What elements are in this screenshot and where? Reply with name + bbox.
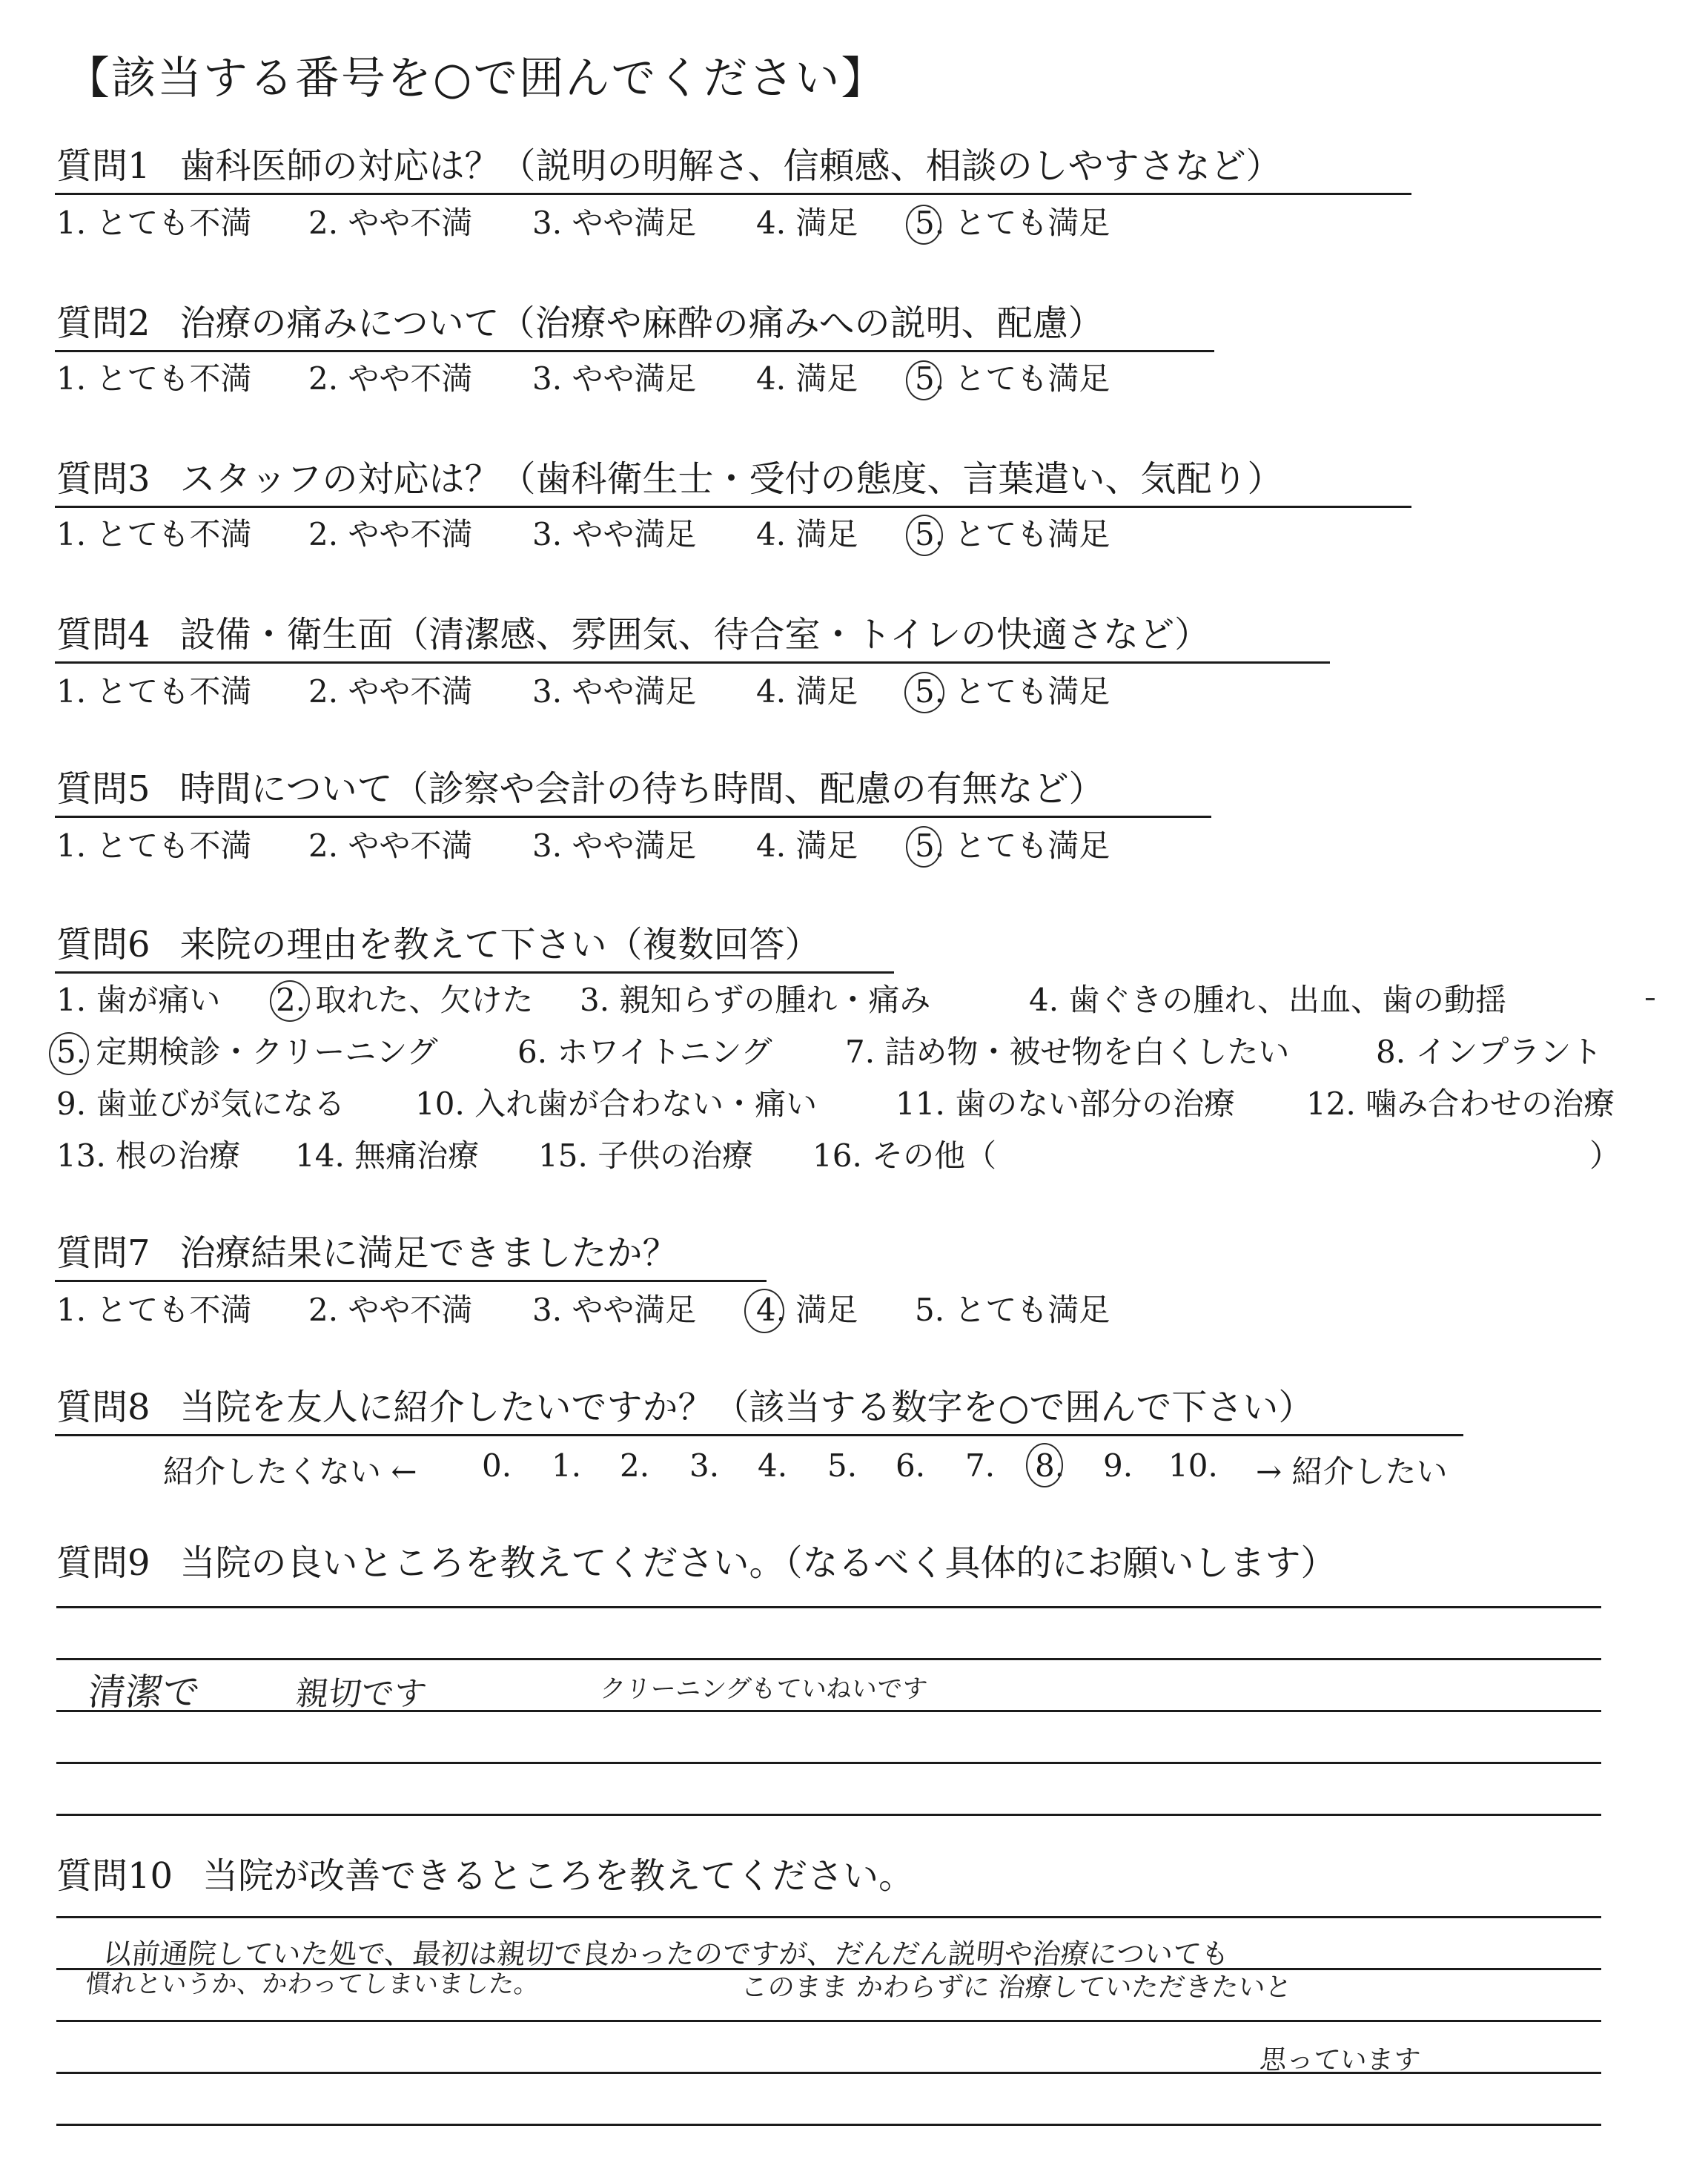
question-number: 質問10: [56, 1855, 173, 1897]
option-5[interactable]: 5. とても満足: [915, 205, 1110, 241]
option-4[interactable]: 4. 満足: [756, 516, 858, 552]
option-6[interactable]: 6. ホワイトニング: [517, 1034, 772, 1070]
scale-7[interactable]: 7.: [965, 1447, 996, 1484]
question-underline: [55, 350, 1214, 352]
question-text: 当院の良いところを教えてください。（なるべく具体的にお願いします）: [179, 1542, 1337, 1584]
option-3[interactable]: 3. やや満足: [532, 828, 697, 864]
option-2[interactable]: 2. 取れた、欠けた: [276, 982, 534, 1018]
option-4[interactable]: 4. 満足: [756, 205, 858, 241]
handwritten-answer: 以前通院していた処で、最初は親切で良かったのですが、だんだん説明や治療についても: [102, 1938, 1231, 1970]
question-text: 時間について（診察や会計の待ち時間、配慮の有無など）: [179, 768, 1105, 810]
option-5[interactable]: 5. とても満足: [915, 1292, 1110, 1328]
question-3: [56, 460, 1283, 499]
scale-10[interactable]: 10.: [1168, 1447, 1218, 1484]
handwritten-answer: 慣れというか、かわってしまいました。: [84, 1969, 541, 1999]
selected-answer-circle: [49, 1032, 89, 1075]
scale-8[interactable]: 8.: [1035, 1447, 1065, 1484]
question-underline: [55, 506, 1411, 508]
answer-line: [56, 2124, 1601, 2126]
option-3[interactable]: 3. やや満足: [532, 360, 697, 397]
option-4[interactable]: 4. 歯ぐきの腫れ、出血、歯の動揺: [1029, 982, 1506, 1018]
option-5[interactable]: 5. 定期検診・クリーニング: [56, 1034, 438, 1070]
question-text: スタッフの対応は？（歯科衛生士・受付の態度、言葉遣い、気配り）: [179, 458, 1283, 500]
answer-line: [56, 2020, 1601, 2022]
question-2: [56, 304, 1104, 343]
option-11[interactable]: 11. 歯のない部分の治療: [896, 1086, 1236, 1122]
scale-right-label: → 紹介したい: [1256, 1453, 1448, 1490]
question-text: 来院の理由を教えて下さい（複数回答）: [179, 924, 821, 965]
option-16[interactable]: 16. その他（: [812, 1137, 997, 1174]
question-underline: [55, 661, 1330, 664]
option-1[interactable]: 1. とても不満: [56, 205, 252, 241]
scale-2[interactable]: 2.: [620, 1447, 650, 1484]
selected-answer-circle: [744, 1289, 784, 1333]
question-5: [56, 770, 1105, 809]
scale-9[interactable]: 9.: [1103, 1447, 1133, 1484]
question-1: [56, 147, 1282, 186]
option-2[interactable]: 2. やや不満: [308, 828, 473, 864]
question-number: 質問1: [56, 145, 150, 187]
option-3[interactable]: 3. やや満足: [532, 516, 697, 552]
selected-answer-circle: [904, 672, 944, 713]
selected-answer-circle: [906, 515, 943, 556]
question-text: 当院が改善できるところを教えてください。: [202, 1855, 915, 1897]
selected-answer-circle: [1026, 1443, 1063, 1487]
question-underline: [55, 193, 1411, 195]
option-2[interactable]: 2. やや不満: [308, 360, 473, 397]
question-number: 質問5: [56, 768, 150, 810]
question-underline: [55, 816, 1211, 818]
handwritten-answer: 親切です: [294, 1675, 429, 1713]
scale-0[interactable]: 0.: [482, 1447, 512, 1484]
answer-line: [56, 1814, 1601, 1816]
scale-5[interactable]: 5.: [827, 1447, 858, 1484]
option-4[interactable]: 4. 満足: [756, 1292, 858, 1328]
option-1[interactable]: 1. とても不満: [56, 828, 252, 864]
question-text: 設備・衛生面（清潔感、雰囲気、待合室・トイレの快適さなど）: [179, 614, 1211, 655]
answer-line: [56, 1916, 1601, 1918]
option-1[interactable]: 1. 歯が痛い: [56, 982, 221, 1018]
option-5[interactable]: 5. とても満足: [915, 828, 1110, 864]
option-3[interactable]: 3. やや満足: [532, 205, 697, 241]
option-1[interactable]: 1. とても不満: [56, 673, 252, 710]
handwritten-answer: このまま かわらずに 治療していただきたいと: [739, 1972, 1294, 2003]
selected-answer-circle: [906, 826, 941, 868]
option-1[interactable]: 1. とても不満: [56, 1292, 252, 1328]
option-9[interactable]: 9. 歯並びが気になる: [56, 1086, 345, 1122]
question-10: [56, 1857, 914, 1896]
option-12[interactable]: 12. 噛み合わせの治療: [1306, 1086, 1615, 1122]
question-text: 治療結果に満足できましたか？: [179, 1232, 678, 1274]
option-14[interactable]: 14. 無痛治療: [295, 1137, 480, 1174]
selected-answer-circle: [270, 980, 310, 1022]
question-underline: [55, 1280, 767, 1282]
question-7: [56, 1234, 678, 1273]
question-number: 質問4: [56, 614, 150, 655]
page-title: 【該当する番号を○で囲んでください】: [65, 53, 887, 105]
answer-line: [56, 1710, 1601, 1712]
handwritten-answer: クリーニングもていねいです: [598, 1674, 930, 1704]
question-underline: [55, 1434, 1463, 1436]
selected-answer-circle: [906, 360, 941, 400]
question-number: 質問8: [56, 1387, 150, 1428]
option-5[interactable]: 5. とても満足: [915, 360, 1110, 397]
option-15[interactable]: 15. 子供の治療: [538, 1137, 754, 1174]
question-text: 治療の痛みについて（治療や麻酔の痛みへの説明、配慮）: [179, 303, 1104, 344]
option-1[interactable]: 1. とても不満: [56, 360, 252, 397]
option-2[interactable]: 2. やや不満: [308, 516, 473, 552]
stray-mark: [1646, 998, 1655, 1000]
other-close-paren: ）: [1589, 1137, 1621, 1174]
option-10[interactable]: 10. 入れ歯が合わない・痛い: [415, 1086, 818, 1122]
scale-left-label: 紹介したくない ←: [163, 1453, 417, 1490]
handwritten-answer: 思っています: [1258, 2045, 1422, 2075]
question-number: 質問3: [56, 458, 150, 500]
option-4[interactable]: 4. 満足: [756, 673, 858, 710]
option-3[interactable]: 3. やや満足: [532, 673, 697, 710]
option-5[interactable]: 5. とても満足: [915, 516, 1110, 552]
option-5[interactable]: 5. とても満足: [915, 673, 1110, 710]
answer-line: [56, 1606, 1601, 1608]
handwritten-answer: 清潔で: [86, 1671, 202, 1714]
option-2[interactable]: 2. やや不満: [308, 205, 473, 241]
option-2[interactable]: 2. やや不満: [308, 673, 473, 710]
question-8: [56, 1388, 1314, 1427]
question-number: 質問6: [56, 924, 150, 965]
question-text: 歯科医師の対応は？（説明の明解さ、信頼感、相談のしやすさなど）: [179, 145, 1282, 187]
option-3[interactable]: 3. やや満足: [532, 1292, 697, 1328]
question-text: 当院を友人に紹介したいですか？（該当する数字を○で囲んで下さい）: [179, 1387, 1314, 1428]
question-underline: [55, 971, 894, 974]
option-7[interactable]: 7. 詰め物・被せ物を白くしたい: [845, 1034, 1290, 1070]
answer-line: [56, 1658, 1601, 1660]
option-3[interactable]: 3. 親知らずの腫れ・痛み: [580, 982, 931, 1018]
answer-line: [56, 1762, 1601, 1764]
question-9: [56, 1544, 1337, 1583]
question-6: [56, 925, 821, 965]
question-number: 質問9: [56, 1542, 150, 1584]
scale-6[interactable]: 6.: [896, 1447, 926, 1484]
question-number: 質問7: [56, 1232, 150, 1274]
selected-answer-circle: [906, 205, 941, 245]
option-13[interactable]: 13. 根の治療: [56, 1137, 241, 1174]
option-1[interactable]: 1. とても不満: [56, 516, 252, 552]
question-4: [56, 615, 1210, 655]
scale-3[interactable]: 3.: [689, 1447, 720, 1484]
scale-4[interactable]: 4.: [758, 1447, 788, 1484]
question-number: 質問2: [56, 303, 150, 344]
option-2[interactable]: 2. やや不満: [308, 1292, 473, 1328]
option-4[interactable]: 4. 満足: [756, 360, 858, 397]
option-4[interactable]: 4. 満足: [756, 828, 858, 864]
option-8[interactable]: 8. インプラント: [1376, 1034, 1603, 1070]
scale-1[interactable]: 1.: [552, 1447, 582, 1484]
